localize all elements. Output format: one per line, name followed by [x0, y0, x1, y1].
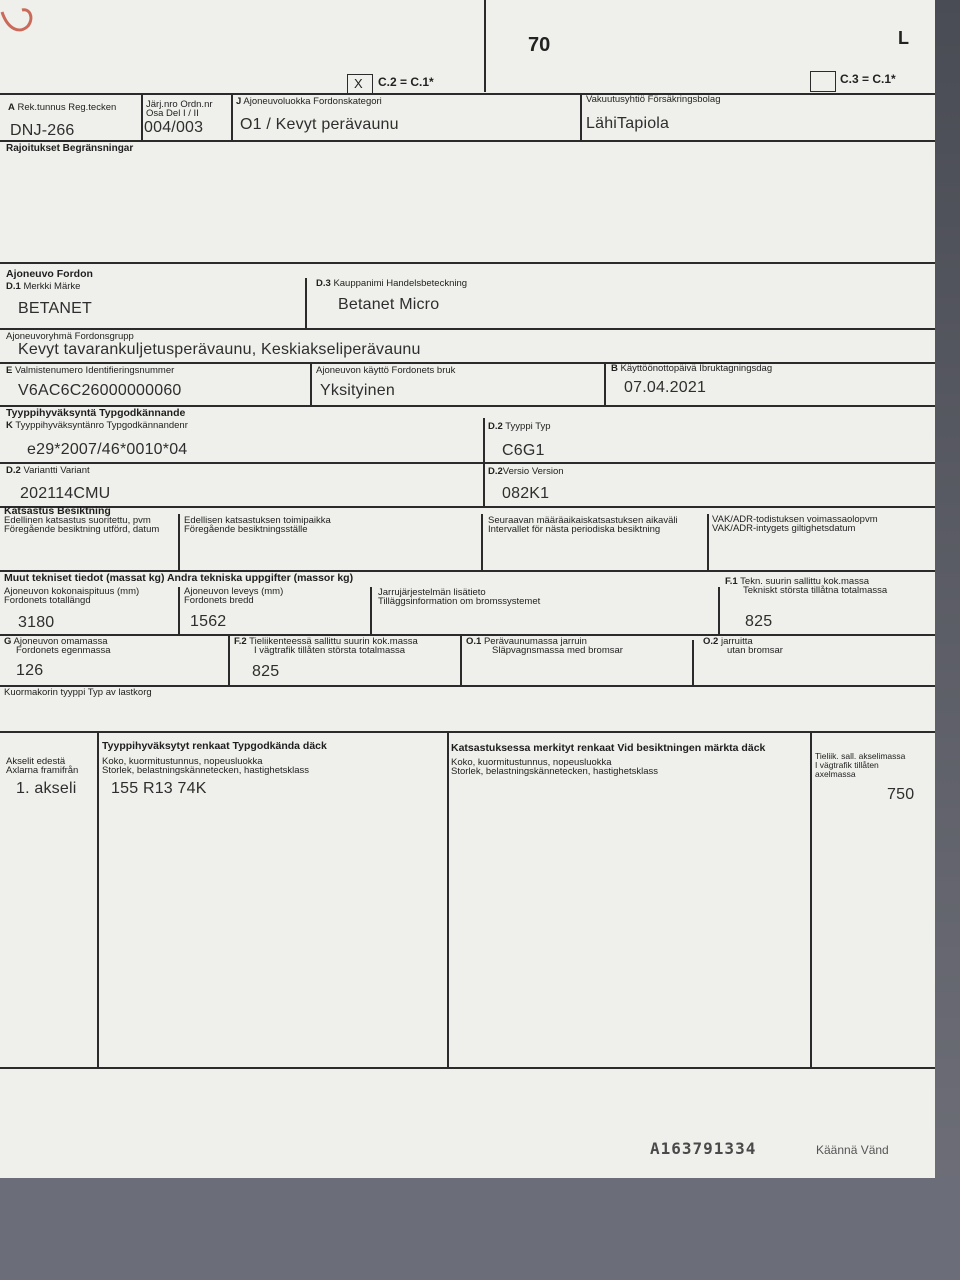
- c3-checkbox[interactable]: [810, 71, 836, 92]
- rule: [97, 731, 99, 1068]
- brake-info-label-sv: Tilläggsinformation om bromssystemet: [378, 596, 541, 607]
- rule: [370, 587, 372, 634]
- axle-mass-label-sv2: axelmassa: [815, 769, 856, 779]
- order-number-label: Järj.nro Ordn.nr: [146, 99, 213, 110]
- c3-label: C.3 = C.1*: [840, 72, 896, 86]
- axle-mass-value: 750: [887, 786, 915, 803]
- rule: [178, 514, 180, 570]
- axle-mass-label-sv: I vägtrafik tillåten: [815, 760, 879, 770]
- rule: [0, 462, 935, 464]
- trade-name-value: Betanet Micro: [338, 296, 440, 313]
- next-inspection-label-sv: Intervallet för nästa periodiska besiktning: [488, 524, 661, 535]
- length-label-sv: Fordonets totallängd: [4, 595, 91, 606]
- type-approval-section-title: Tyyppihyväksyntä Typgodkännande: [6, 407, 186, 419]
- vin-value: V6AC6C26000000060: [18, 382, 182, 399]
- inspection-place-label: Edellisen katsastuksen toimipaikka: [184, 515, 331, 526]
- insurer-value: LähiTapiola: [586, 115, 670, 132]
- usage-value: Yksityinen: [320, 382, 395, 399]
- header-divider: [484, 0, 486, 92]
- background-bottom: [0, 1175, 960, 1280]
- axles-label-sv: Axlarna framifrån: [6, 765, 79, 776]
- approved-tyres-sub: Koko, kuormitustunnus, nopeusluokka: [102, 756, 263, 767]
- background-right: [935, 0, 960, 1280]
- axle-value: 1. akseli: [16, 780, 77, 797]
- vehicle-category-label: J Ajoneuvoluokka Fordonskategori: [236, 96, 382, 107]
- rule: [0, 262, 935, 264]
- braked-trailer-label: O.1 Perävaunumassa jarruin: [466, 636, 587, 647]
- approval-number-label: K Tyyppihyväksyntänro Typgodkännandenr: [6, 420, 188, 431]
- rule: [178, 587, 180, 634]
- reg-number-label: A Rek.tunnus Reg.tecken: [8, 102, 117, 113]
- rule: [0, 506, 935, 508]
- turn-over-note: Käännä Vänd: [816, 1143, 889, 1157]
- braked-trailer-label-sv: Släpvagnsmassa med bromsar: [492, 645, 623, 656]
- c2-checkmark: X: [354, 76, 363, 91]
- rule: [810, 731, 812, 1068]
- c2-label: C.2 = C.1*: [378, 75, 434, 89]
- adr-date-label-sv: VAK/ADR-intygets giltighetsdatum: [712, 523, 856, 534]
- rule: [0, 1067, 935, 1069]
- make-value: BETANET: [18, 300, 93, 317]
- tech-max-mass-label: F.1 Tekn. suurin sallittu kok.massa: [725, 576, 869, 587]
- rule: [0, 140, 935, 142]
- type-value: C6G1: [502, 442, 545, 459]
- rule: [707, 514, 709, 570]
- next-inspection-label: Seuraavan määräaikaiskatsastuksen aikaväli: [488, 515, 678, 526]
- version-value: 082K1: [502, 485, 550, 502]
- width-label: Ajoneuvon leveys (mm): [184, 586, 284, 597]
- rule: [0, 328, 935, 330]
- vehicle-category-value: O1 / Kevyt perävaunu: [240, 116, 399, 133]
- rule: [460, 634, 462, 686]
- rule: [692, 640, 694, 686]
- body-type-label: Kuormakorin tyyppi Typ av lastkorg: [4, 687, 152, 698]
- rule: [0, 731, 935, 733]
- road-max-mass-value: 825: [252, 663, 280, 680]
- curb-mass-label-sv: Fordonets egenmassa: [16, 645, 111, 656]
- first-use-value: 07.04.2021: [624, 379, 707, 396]
- form-number: 70: [528, 34, 551, 56]
- road-max-mass-label: F.2 Tieliikenteessä sallittu suurin kok.massa: [234, 636, 418, 647]
- approved-tyres-sub-sv: Storlek, belastningskännetecken, hastighetsklass: [102, 765, 310, 776]
- rule: [310, 362, 312, 405]
- restrictions-label: Rajoitukset Begränsningar: [6, 143, 134, 154]
- tyre-size-value: 155 R13 74K: [111, 780, 207, 797]
- unbraked-trailer-label: O.2 jarruitta: [703, 636, 753, 647]
- vehicle-section-title: Ajoneuvo Fordon: [6, 268, 93, 280]
- make-label: D.1 Merkki Märke: [6, 281, 81, 292]
- version-label: D.2Versio Version: [488, 466, 564, 477]
- rule: [231, 93, 233, 140]
- marked-tyres-header: Katsastuksessa merkityt renkaat Vid besiktningen märkta däck: [451, 742, 766, 754]
- approved-tyres-header: Tyyppihyväksytyt renkaat Typgodkända däck: [102, 740, 327, 752]
- class-letter: L: [898, 28, 909, 48]
- vin-label: E Valmistenumero Identifieringsnummer: [6, 365, 175, 376]
- width-value: 1562: [190, 613, 227, 630]
- approval-number-value: e29*2007/46*0010*04: [27, 441, 188, 458]
- first-use-label: B Käyttöönottopäivä Ibruktagningsdag: [611, 363, 773, 374]
- type-label: D.2 Tyyppi Typ: [488, 421, 551, 432]
- rule: [718, 587, 720, 634]
- brake-info-label: Jarrujärjestelmän lisätieto: [378, 587, 486, 598]
- curb-mass-value: 126: [16, 662, 44, 679]
- tech-max-mass-value: 825: [745, 613, 773, 630]
- technical-section-title: Muut tekniset tiedot (massat kg) Andra tekniska uppgifter (massor kg): [4, 572, 354, 584]
- variant-value: 202114CMU: [20, 485, 111, 502]
- order-number-value: 004/003: [144, 119, 204, 136]
- tech-max-mass-label-sv: Tekniskt största tillåtna totalmassa: [743, 585, 888, 596]
- previous-inspection-label-sv: Föregående besiktning utförd, datum: [4, 524, 160, 535]
- rule: [447, 731, 449, 1068]
- length-label: Ajoneuvon kokonaispituus (mm): [4, 586, 140, 597]
- axles-label: Akselit edestä: [6, 756, 66, 767]
- rule: [228, 634, 230, 686]
- axle-mass-label: Tieliik. sall. akselimassa: [815, 751, 906, 761]
- insurer-label: Vakuutusyhtiö Försäkringsbolag: [586, 94, 721, 105]
- rule: [580, 93, 582, 140]
- inspection-place-label-sv: Föregående besiktningsställe: [184, 524, 308, 535]
- reg-number-value: DNJ-266: [10, 122, 75, 139]
- width-label-sv: Fordonets bredd: [184, 595, 254, 606]
- curb-mass-label: G Ajoneuvon omamassa: [4, 636, 108, 647]
- marked-tyres-sub-sv: Storlek, belastningskännetecken, hastighetsklass: [451, 766, 659, 777]
- rule: [305, 278, 307, 328]
- paperclip-icon: [0, 0, 40, 40]
- c2-checkbox[interactable]: [347, 74, 373, 94]
- vehicle-group-value: Kevyt tavarankuljetusperävaunu, Keskiakseliperävaunu: [18, 341, 421, 358]
- usage-label: Ajoneuvon käyttö Fordonets bruk: [316, 365, 456, 376]
- adr-date-label: VAK/ADR-todistuksen voimassaolopvm: [712, 514, 878, 525]
- road-max-mass-label-sv: I vägtrafik tillåten största totalmassa: [254, 645, 406, 656]
- rule: [604, 362, 606, 405]
- rule: [481, 514, 483, 570]
- unbraked-trailer-label-sv: utan bromsar: [727, 645, 783, 656]
- inspection-section-title: Katsastus Besiktning: [4, 505, 111, 517]
- document-serial: A163791334: [650, 1139, 757, 1158]
- trade-name-label: D.3 Kauppanimi Handelsbeteckning: [316, 278, 468, 289]
- length-value: 3180: [18, 614, 55, 631]
- previous-inspection-label: Edellinen katsastus suoritettu, pvm: [4, 515, 151, 526]
- rule: [141, 93, 143, 140]
- marked-tyres-sub: Koko, kuormitustunnus, nopeusluokka: [451, 757, 612, 768]
- variant-label: D.2 Variantti Variant: [6, 465, 90, 476]
- vehicle-group-label: Ajoneuvoryhmä Fordonsgrupp: [6, 331, 134, 342]
- rule: [0, 362, 935, 364]
- order-part-label: Osa Del I / II: [146, 108, 199, 119]
